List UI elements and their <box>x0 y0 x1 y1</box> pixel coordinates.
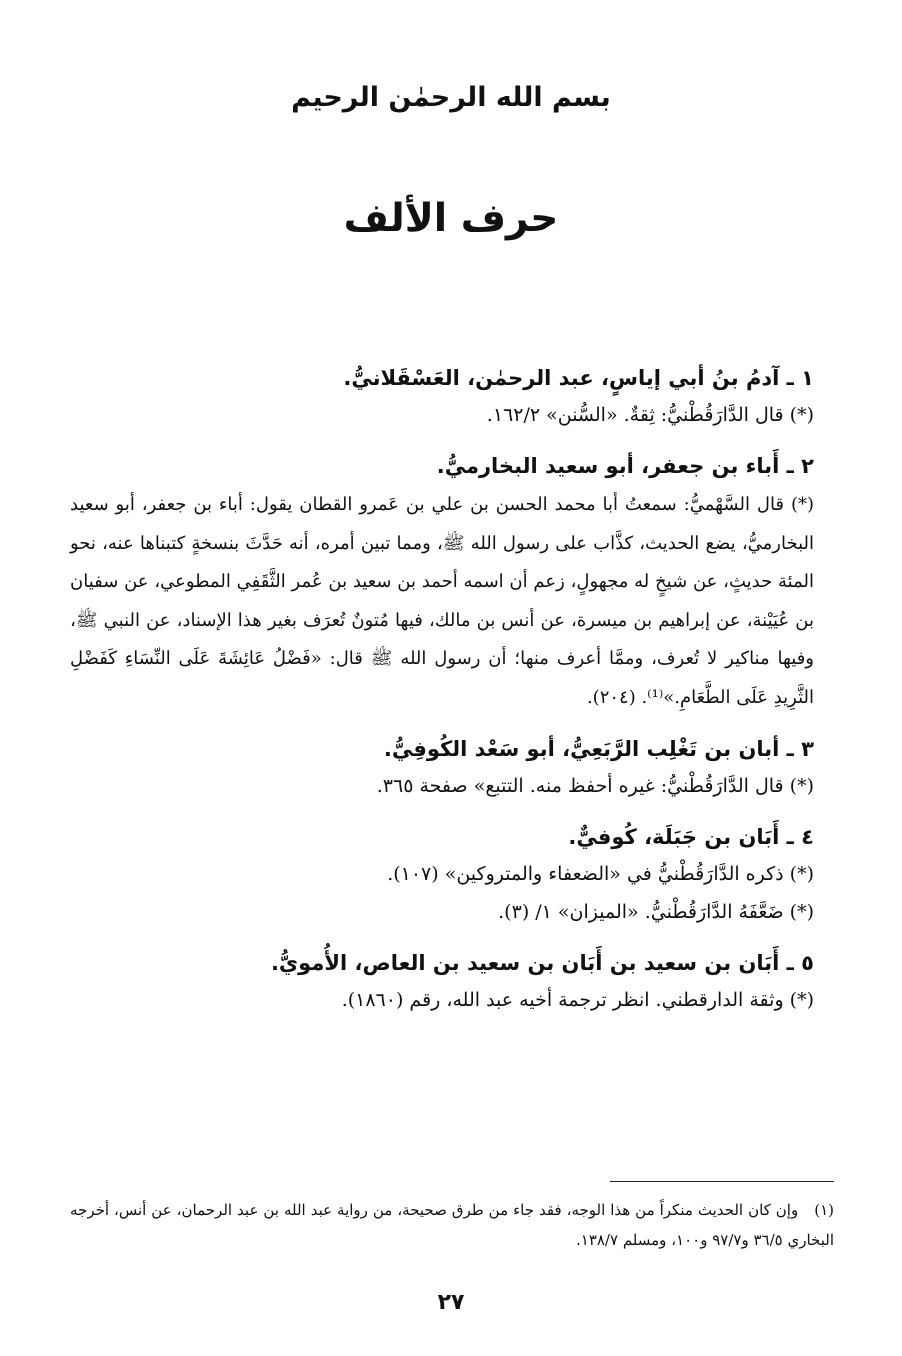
entry-heading-3: ٣ ـ أبان بن تَغْلِب الرَّبَعِيُّ، أبو سَعْد الكُوفِيُّ. <box>383 737 814 761</box>
chapter-title: حرف الألف <box>343 196 559 241</box>
basmala: بسم الله الرحمٰن الرحيم <box>291 82 611 113</box>
entry-paragraph: (*) قال السَّهْميُّ: سمعتُ أبا محمد الحسن بن علي بن عَمرو القطان يقول: أباء بن جعفر، أبو سعيد البخارميُّ، يضع الحديث، كذَّاب على رسول الله ﷺ، ومما تبين أمره، أنه حَدَّثَ بنسخةٍ كتبناها عنه، نحو المئة حديثٍ، عن شيخٍ له مجهولٍ، زعم أن اسمه أحمد بن سعيد بن عُمر الثَّقَفِي المطوعي، عن سفيان بن عُيَيْنة، عن إبراهيم بن ميسرة، عن أنس بن مالك، فيها مُتونٌ تُعرَف بغير هذا الإسناد، عن النبي ﷺ، وفيها مناكير لا تُعرف، وممَّا أعرف منها؛ أن رسول الله ﷺ قال: «فَضْلُ عَائِشَةَ عَلَى النِّسَاءِ كَفَضْلِ الثَّرِيدِ عَلَى الطَّعَامِ.»⁽¹⁾. (٢٠٤). <box>70 494 814 708</box>
entry-text: (*) قال الدَّارَقُطْنيُّ: غيره أحفظ منه. التتبع» صفحة ٣٦٥. <box>376 775 814 797</box>
footnote-marker: (١) <box>814 1201 834 1219</box>
entry-text: (*) وثقة الدارقطني. انظر ترجمة أخيه عبد الله، رقم (١٨٦٠). <box>341 989 814 1011</box>
page-number: ٢٧ <box>437 1290 465 1315</box>
entry-heading-5: ٥ ـ أَبَان بن سعيد بن أَبَان بن سعيد بن العاص، الأُمويُّ. <box>270 951 814 975</box>
entry-text: (*) قال الدَّارَقُطْنيُّ: ثِقةٌ. «السُّنن» ١٦٢/٢. <box>486 404 814 426</box>
entry-text: (*) ضَعَّفَهُ الدَّارَقُطْنيُّ. «الميزان» ١/ (٣). <box>498 901 814 923</box>
entry-heading-4: ٤ ـ أَبَان بن جَبَلَة، كُوفيٌّ. <box>568 825 814 849</box>
entry-heading-2: ٢ ـ أَباء بن جعفر، أبو سعيد البخارميُّ. <box>436 454 814 478</box>
entry-heading-1: ١ ـ آدمُ بنُ أبي إياسٍ، عبد الرحمٰن، العَسْقَلانيُّ. <box>343 366 814 390</box>
footnote <box>70 1195 834 1255</box>
footnote-text: وإن كان الحديث منكراً من هذا الوجه، فقد جاء من طرق صحيحة، من رواية عبد الله بن عبد الرحمان، عن أنس، أخرجه البخاري ٣٦/٥ و٩٧/٧ و١٠٠، ومسلم ١٣٨/٧. <box>70 1201 834 1249</box>
entries-list <box>70 360 834 1019</box>
footnote-divider <box>610 1181 834 1182</box>
entry-text: (*) ذكره الدَّارَقُطْنيُّ في «الضعفاء والمتروكين» (١٠٧). <box>387 863 814 885</box>
